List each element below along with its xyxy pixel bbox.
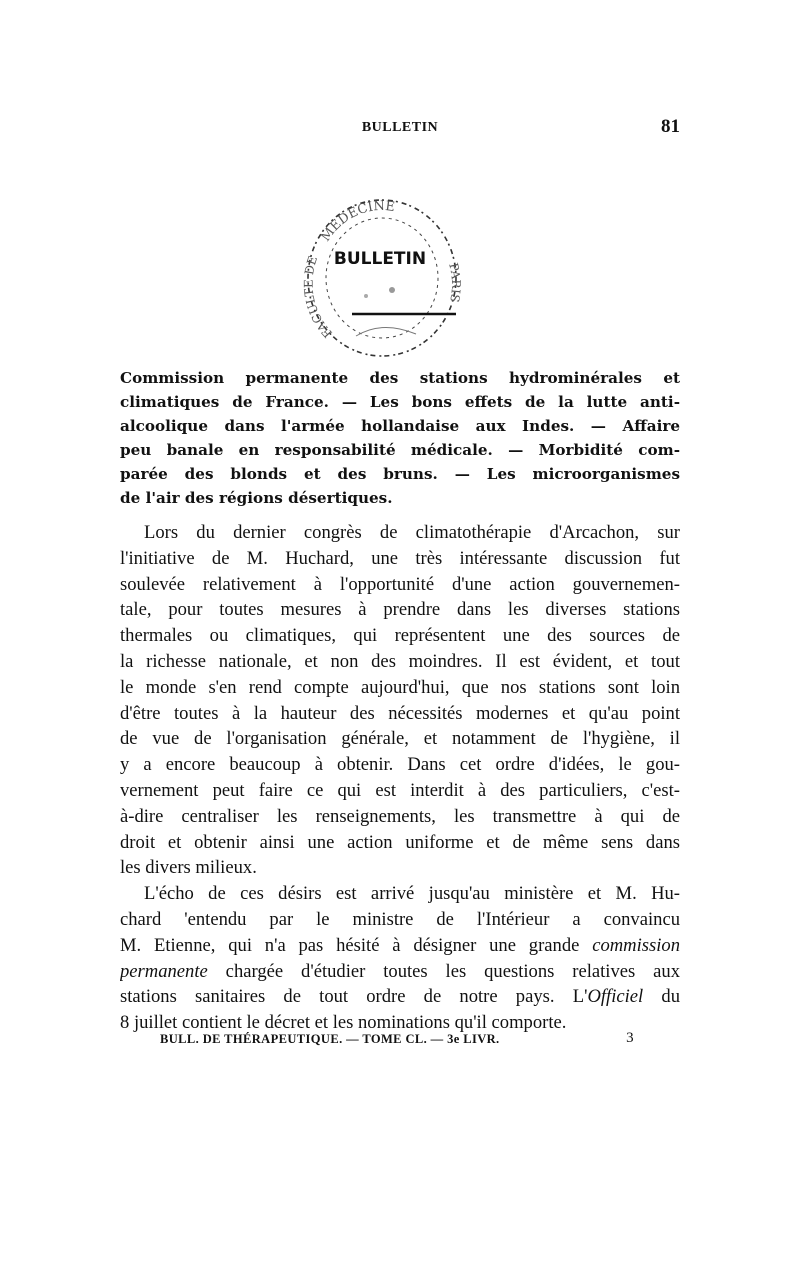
summary-line: alcoolique dans l'armée hollandaise aux Indes. — Affaire bbox=[120, 417, 680, 435]
summary-line: climatiques de France. — Les bons effets de la lutte anti- bbox=[120, 393, 680, 411]
paragraph-line: L'écho de ces désirs est arrivé jusqu'au ministère et M. Hu- bbox=[144, 883, 680, 905]
paragraph-1 bbox=[120, 520, 680, 881]
body-text bbox=[120, 520, 680, 1036]
summary-line: Commission permanente des stations hydrominérales et bbox=[120, 369, 680, 387]
stamp-center-text: BULLETIN bbox=[333, 249, 427, 269]
running-title: BULLETIN bbox=[361, 120, 439, 135]
stamp-ring-top: MEDECINE bbox=[318, 198, 396, 245]
paragraph-line: chard 'entendu par le ministre de l'Intérieur a convaincu bbox=[120, 908, 680, 930]
paragraph-line bbox=[120, 933, 680, 959]
paragraph-line: la richesse nationale, et non des moindres. Il est évident, et tout bbox=[120, 650, 680, 672]
paragraph-line bbox=[120, 959, 680, 985]
summary-line: parée des blonds et des bruns. — Les microorganismes bbox=[120, 465, 680, 483]
paragraph-line: thermales ou climatiques, qui représentent une des sources de bbox=[120, 625, 680, 647]
svg-text:MEDECINE bbox=[318, 199, 395, 245]
paragraph-line: le monde s'en rend compte aujourd'hui, que nos stations sont loin bbox=[120, 676, 680, 698]
paragraph-line: les divers milieux. bbox=[120, 857, 257, 879]
paragraph-line: d'être toutes à la hauteur des nécessités modernes et qu'au point bbox=[120, 702, 680, 724]
paragraph-line: soulevée relativement à l'opportunité d'une action gouvernemen- bbox=[120, 573, 680, 595]
svg-text:FACULTE DE bbox=[302, 254, 335, 340]
paragraph-line: tale, pour toutes mesures à prendre dans les diverses stations bbox=[120, 599, 680, 621]
paragraph-line: de vue de l'organisation générale, et notamment de l'hygiène, il bbox=[120, 728, 680, 750]
paragraph-line: 8 juillet contient le décret et les nominations qu'il comporte. bbox=[120, 1012, 567, 1034]
library-stamp bbox=[296, 186, 468, 362]
summary-block bbox=[120, 366, 680, 510]
paragraph-text: stations sanitaires de tout ordre de notre pays. L' bbox=[120, 986, 588, 1008]
signature-number: 3 bbox=[626, 1030, 634, 1046]
summary-line: peu banale en responsabilité médicale. — Morbidité com- bbox=[120, 441, 680, 459]
paragraph-line bbox=[120, 984, 680, 1010]
paragraph-line: droit et obtenir ainsi une action uniforme et de même sens dans bbox=[120, 831, 680, 853]
paragraph-text: du bbox=[643, 986, 680, 1008]
italic-term-officiel: Officiel bbox=[587, 986, 644, 1008]
paragraph-text: chargée d'étudier toutes les questions relatives aux bbox=[207, 960, 680, 982]
stamp-ring-left: FACULTE DE bbox=[301, 254, 335, 341]
paragraph-line: vernement peut faire ce qui est interdit à des particuliers, c'est- bbox=[120, 779, 680, 801]
running-header bbox=[120, 116, 680, 146]
svg-text:PARIS bbox=[446, 261, 463, 303]
paragraph-line: à-dire centraliser les renseignements, les transmettre à qui de bbox=[120, 805, 680, 827]
footer-reference: BULL. DE THÉRAPEUTIQUE. — TOME CL. — 3e LIVR. bbox=[160, 1032, 500, 1046]
summary-line: de l'air des régions désertiques. bbox=[120, 489, 393, 507]
page-number: 81 bbox=[661, 116, 680, 137]
italic-term-commission: commission bbox=[592, 934, 680, 956]
paragraph-line: l'initiative de M. Huchard, une très intéressante discussion fut bbox=[120, 547, 680, 569]
stamp-ring-right: PARIS bbox=[446, 261, 464, 304]
page-footer bbox=[120, 1030, 680, 1054]
italic-term-permanente: permanente bbox=[120, 960, 208, 982]
paragraph-text: M. Etienne, qui n'a pas hésité à désigner une grande bbox=[120, 934, 580, 956]
paragraph-line: Lors du dernier congrès de climatothérapie d'Arcachon, sur bbox=[144, 522, 680, 543]
paragraph-2 bbox=[120, 881, 680, 1036]
paragraph-line: y a encore beaucoup à obtenir. Dans cet ordre d'idées, le gou- bbox=[120, 754, 680, 776]
